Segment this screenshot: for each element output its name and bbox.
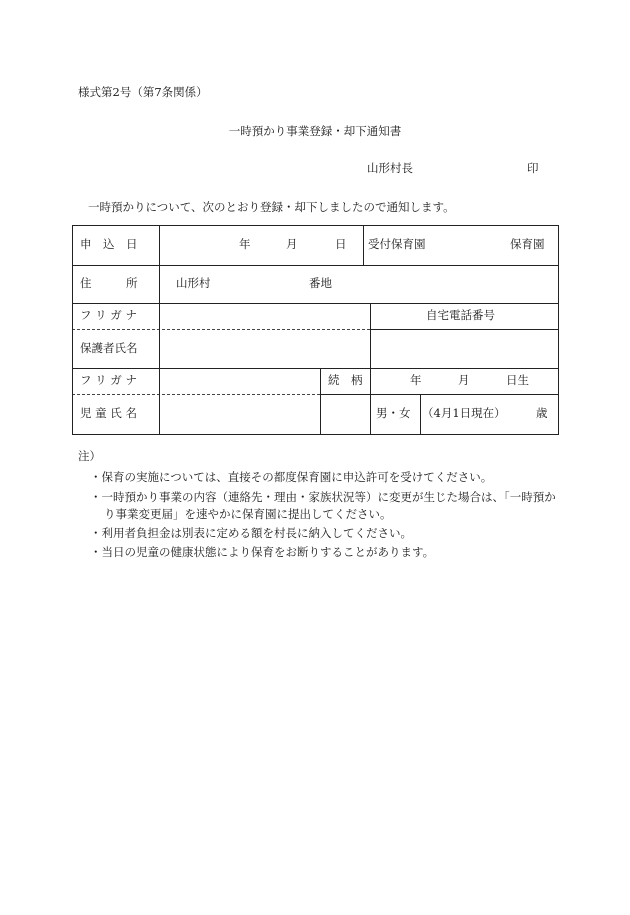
form-number: 様式第2号（第7条関係） — [78, 85, 208, 99]
registration-table — [72, 225, 559, 435]
row-border-top — [72, 225, 559, 226]
relation-label: 続 柄 — [328, 373, 363, 387]
col-border — [363, 225, 364, 265]
issuer-name: 山形村長 — [367, 161, 413, 175]
row-border-bottom — [72, 434, 559, 435]
note-item: ・当日の児童の健康状態により保育をお断りすることがあります。 — [90, 545, 435, 559]
address-banchi: 番地 — [309, 276, 332, 290]
note-item: ・一時預かり事業の内容（連絡先・理由・家族状況等）に変更が生じた場合は、「一時預か — [90, 490, 556, 504]
child-name-label: 児 童 氏 名 — [80, 406, 137, 420]
address-label: 住 所 — [80, 276, 138, 290]
seal-mark: 印 — [527, 161, 539, 175]
col-border — [159, 225, 160, 435]
row-border — [320, 394, 559, 395]
nursery-label: 受付保育園 — [368, 237, 426, 251]
col-border — [370, 303, 371, 368]
sex-option: 男・女 — [376, 406, 411, 420]
col-border — [320, 368, 321, 435]
birth-day-label: 日生 — [506, 373, 529, 387]
birth-year-label: 年 — [410, 373, 422, 387]
notes-heading: 注） — [78, 449, 101, 463]
col-border-right — [558, 225, 559, 435]
day-label: 日 — [335, 237, 347, 251]
row-border — [370, 329, 559, 330]
dashed-divider — [72, 329, 370, 330]
nursery-suffix: 保育園 — [510, 237, 545, 251]
dashed-divider — [72, 394, 320, 395]
year-label: 年 — [239, 237, 251, 251]
col-border — [370, 368, 371, 435]
child-furigana-label: フ リ ガ ナ — [80, 373, 137, 387]
application-date-label: 申 込 日 — [80, 237, 138, 251]
age-as-of: （4月1日現在） — [422, 406, 506, 420]
col-border-left — [72, 225, 73, 435]
col-border — [420, 394, 421, 435]
row-border — [72, 303, 559, 304]
note-item: ・保育の実施については、直接その都度保育園に申込許可を受けてください。 — [90, 470, 493, 484]
note-item-continuation: り事業変更届」を速やかに保育園に提出してください。 — [104, 507, 392, 521]
month-label: 月 — [286, 237, 298, 251]
row-border — [72, 265, 559, 266]
guardian-name-label: 保護者氏名 — [80, 341, 138, 355]
row-border — [72, 368, 559, 369]
note-item: ・利用者負担金は別表に定める額を村長に納入してください。 — [90, 526, 412, 540]
age-unit: 歳 — [536, 406, 548, 420]
guardian-furigana-label: フ リ ガ ナ — [80, 308, 137, 322]
birth-month-label: 月 — [458, 373, 470, 387]
intro-text: 一時預かりについて、次のとおり登録・却下しましたので通知します。 — [88, 200, 455, 214]
home-phone-label: 自宅電話番号 — [426, 308, 495, 322]
document-title: 一時預かり事業登録・却下通知書 — [228, 124, 402, 138]
address-village: 山形村 — [176, 276, 211, 290]
